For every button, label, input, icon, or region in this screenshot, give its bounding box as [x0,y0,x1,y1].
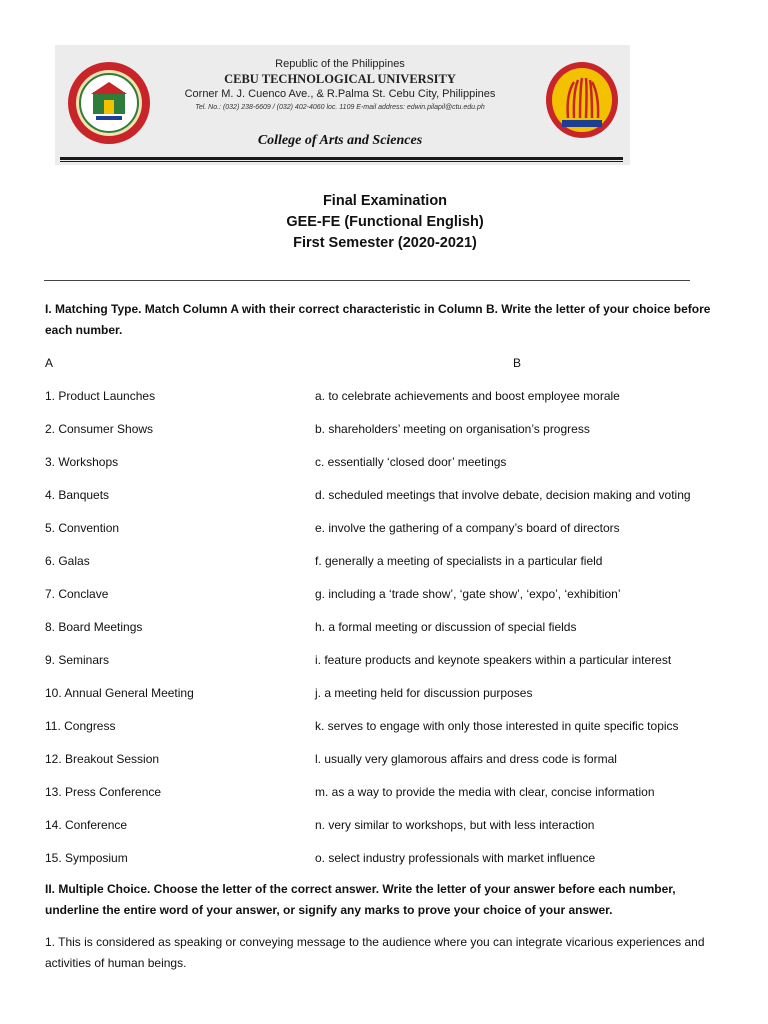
column-a-item: 2. Consumer Shows [45,422,154,436]
column-b-item: b. shareholders’ meeting on organisation’s progress [315,422,590,436]
column-a-item: 10. Annual General Meeting [45,686,194,700]
letterhead-rule [60,157,623,160]
matching-row [45,422,725,442]
column-b-item: e. involve the gathering of a company’s board of directors [315,521,620,535]
matching-row [45,488,725,508]
column-b-item: m. as a way to provide the media with clear, concise information [315,785,655,799]
column-a-item: 3. Workshops [45,455,119,469]
matching-row [45,620,725,640]
matching-row [45,653,725,673]
column-a-item: 9. Seminars [45,653,110,667]
matching-row [45,851,725,871]
column-b-item: j. a meeting held for discussion purposes [315,686,533,700]
matching-row [45,554,725,574]
column-a-item: 1. Product Launches [45,389,156,403]
exam-title: Final Examination [322,193,448,209]
matching-row [45,389,725,409]
letterhead-rule-thin [60,161,623,162]
column-b-item: l. usually very glamorous affairs and dress code is formal [315,752,617,766]
column-a-item: 8. Board Meetings [45,620,143,634]
exam-course: GEE-FE (Functional English) [286,214,484,230]
matching-row [45,752,725,772]
letterhead-address: Corner M. J. Cuenco Ave., & R.Palma St. Cebu City, Philippines [184,88,496,100]
column-b-header: B [513,356,522,370]
matching-row [45,818,725,838]
letterhead-university-name: CEBU TECHNOLOGICAL UNIVERSITY [224,72,456,86]
section1-instructions: I. Matching Type. Match Column A with their correct characteristic in Column B. Write the letter of your choice before each number. [45,302,711,337]
column-b-item: a. to celebrate achievements and boost employee morale [315,389,620,403]
separator-line [44,280,690,281]
column-b-item: g. including a ‘trade show’, ‘gate show’, ‘expo’, ‘exhibition’ [315,587,621,601]
column-b-item: k. serves to engage with only those interested in quite specific topics [315,719,679,733]
column-b-item: n. very similar to workshops, but with less interaction [315,818,595,832]
column-a-item: 6. Galas [45,554,90,568]
matching-row [45,587,725,607]
column-a-item: 15. Symposium [45,851,128,865]
column-b-item: i. feature products and keynote speakers within a particular interest [315,653,672,667]
column-a-item: 7. Conclave [45,587,109,601]
column-b-item: d. scheduled meetings that involve debate, decision making and voting [315,488,691,502]
letterhead-college: College of Arts and Sciences [257,133,423,148]
matching-row [45,455,725,475]
column-a-item: 4. Banquets [45,488,110,502]
asean-logo-icon [544,60,620,140]
exam-semester: First Semester (2020-2021) [293,235,477,251]
matching-row [45,719,725,739]
matching-row [45,521,725,541]
column-a-item: 11. Congress [45,719,116,733]
column-b-item: o. select industry professionals with market influence [315,851,596,865]
column-a-header: A [45,356,54,370]
column-a-item: 12. Breakout Session [45,752,160,766]
letterhead-republic: Republic of the Philippines [275,58,405,70]
column-a-item: 14. Conference [45,818,128,832]
column-a-item: 5. Convention [45,521,120,535]
question-1: 1. This is considered as speaking or conveying message to the audience where you can integrate vicarious experiences and activities of human beings. [45,935,705,970]
section2-instructions: II. Multiple Choice. Choose the letter of the correct answer. Write the letter of your answer before each number, underline the entire word of your answer, or signify any marks to prove your choice of your answer. [45,882,676,917]
university-seal-icon [66,60,152,146]
column-b-item: f. generally a meeting of specialists in a particular field [315,554,603,568]
matching-row [45,785,725,805]
exam-title-block [190,191,580,254]
column-a-item: 13. Press Conference [45,785,162,799]
column-b-item: c. essentially ‘closed door’ meetings [315,455,507,469]
matching-row [45,686,725,706]
column-b-item: h. a formal meeting or discussion of special fields [315,620,577,634]
letterhead-contact: Tel. No.: (032) 238-6609 / (032) 402-4060 loc. 1109 E-mail address: edwin.pilapil@ctu.edu.ph [195,104,485,111]
